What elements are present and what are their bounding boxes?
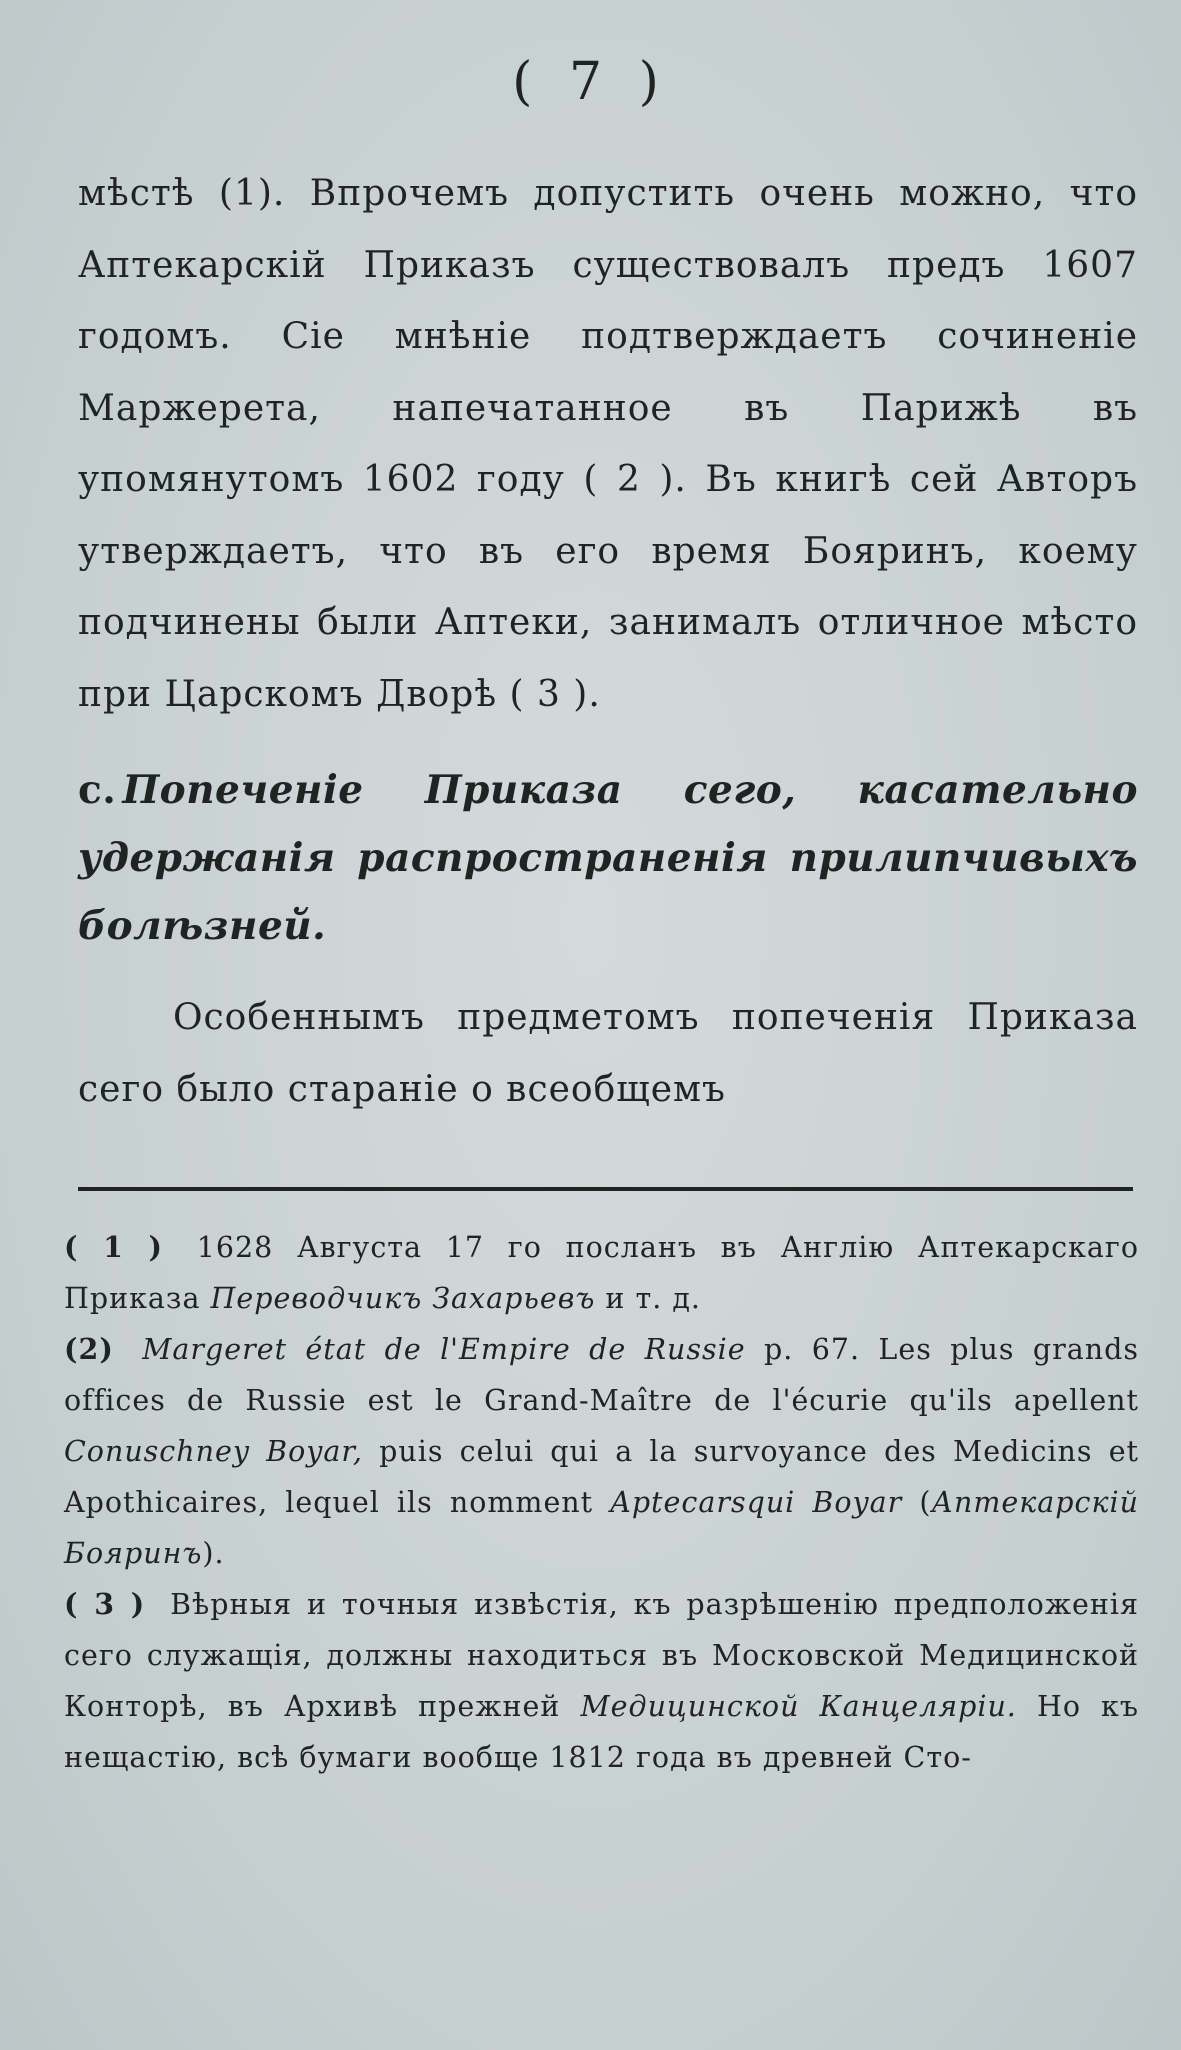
footnote-2-text-2: puis celui qui a la survoyance des Medicins et Apothicaires, lequel ils nomment	[64, 1435, 1140, 1519]
footnote-2-italic-3: Аптекарскій Бояринъ	[64, 1486, 1139, 1570]
section-heading	[78, 756, 1138, 960]
paragraph-continuation: мѣстѣ (1). Впрочемъ допустить очень можно, что Аптекарскій Приказъ существовалъ предъ 1607 годомъ. Сіе мнѣніе подтверждаетъ сочиненіе Маржерета, напечатанное въ Парижѣ въ упомянутомъ 1602 году ( 2 ). Въ книгѣ сей Авторъ утверждаетъ, что въ его время Бояринъ, коему подчинены были Аптеки, занималъ отличное мѣсто при Царскомъ Дворѣ ( 3 ).	[78, 173, 1138, 715]
main-text	[78, 158, 1138, 1125]
footnote-1-label: ( 1 )	[64, 1230, 163, 1264]
section-letter: с.	[78, 767, 117, 813]
footnote-3-italic: Медицинской Канцеляріи.	[580, 1690, 1017, 1723]
section-heading-text: Попеченіе Приказа сего, касательно удержанія распространенія прилипчивыхъ болѣзней.	[78, 767, 1138, 949]
paragraph: Особеннымъ предметомъ попеченія Приказа сего было стараніе о всеобщемъ	[78, 997, 1138, 1110]
footnote-1-text-end: и т. д.	[605, 1282, 701, 1315]
footnote-2-paren-close: ).	[202, 1537, 225, 1570]
footnote-1	[64, 1222, 1139, 1324]
footnote-1-italic: Переводчикъ Захарьевъ	[210, 1282, 596, 1315]
footnote-divider	[78, 1187, 1133, 1191]
footnote-2	[64, 1324, 1139, 1579]
footnote-2-italic-2: Aptecarsqui Boyar	[610, 1486, 903, 1519]
footnote-3-text: Вѣрныя и точныя извѣстія, къ разрѣшенію предположенія сего служащія, должны находиться въ Московской Медицинской Конторѣ, въ Архивѣ прежней	[64, 1588, 1139, 1723]
footnote-3	[64, 1579, 1139, 1783]
footnote-2-italic-1: Conuschney Boyar,	[64, 1435, 363, 1468]
footnote-3-text-end: Но къ нещастію, всѣ бумаги вообще 1812 года въ древней Сто-	[64, 1690, 1140, 1774]
footnote-2-paren-open: (	[919, 1486, 932, 1519]
footnote-1-text: 1628 Августа 17 го посланъ въ Англію Аптекарскаго Приказа	[64, 1231, 1139, 1315]
footnote-2-text: p. 67. Les plus grands offices de Russie est le Grand-Maître de l'écurie qu'ils apellent	[64, 1333, 1140, 1417]
footnotes	[64, 1222, 1139, 1783]
footnote-2-title: Margeret état de l'Empire de Russie	[142, 1333, 746, 1366]
page-number: ( 7 )	[512, 52, 669, 112]
footnote-3-label: ( 3 )	[64, 1587, 146, 1621]
footnote-2-label: (2)	[64, 1332, 114, 1366]
